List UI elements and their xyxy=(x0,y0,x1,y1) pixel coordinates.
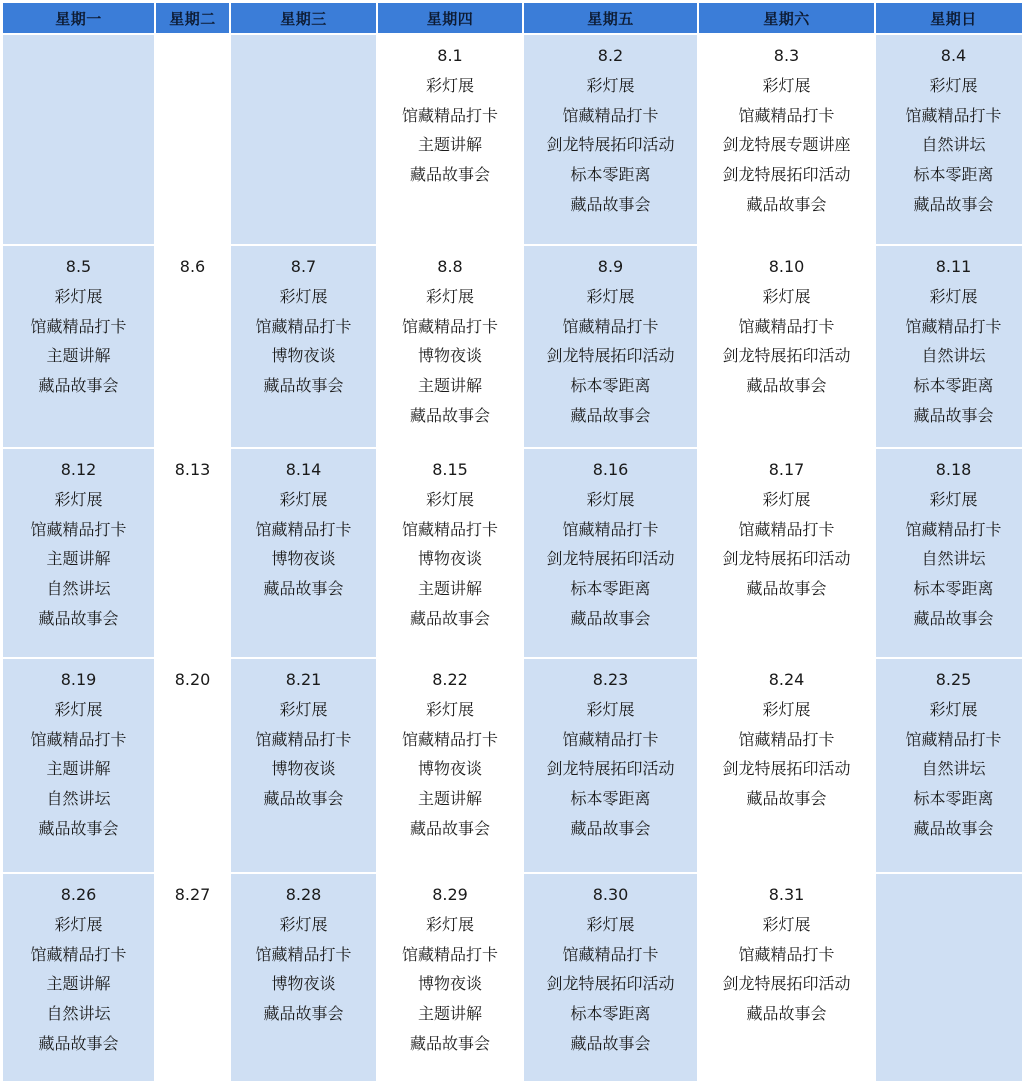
activity-item: 彩灯展 xyxy=(425,489,474,509)
activity-item: 博物夜谈 xyxy=(417,759,482,779)
activity-item: 剑龙特展专题讲座 xyxy=(722,135,851,155)
activity-item: 彩灯展 xyxy=(586,286,635,306)
activity-item: 彩灯展 xyxy=(54,914,103,934)
day-cell xyxy=(876,246,1022,447)
activity-item: 博物夜谈 xyxy=(417,346,482,366)
day-date: 8.11 xyxy=(935,257,972,276)
header-sunday: 星期日 xyxy=(876,3,1022,33)
activity-item: 藏品故事会 xyxy=(570,1033,651,1053)
activity-item: 馆藏精品打卡 xyxy=(401,105,498,125)
day-date: 8.17 xyxy=(768,460,805,479)
day-cell xyxy=(3,35,154,244)
activity-item: 自然讲坛 xyxy=(921,759,986,779)
activity-item: 博物夜谈 xyxy=(271,549,336,569)
activity-item: 藏品故事会 xyxy=(409,818,490,838)
activity-item: 彩灯展 xyxy=(54,489,103,509)
day-cell xyxy=(699,246,874,447)
activity-item: 馆藏精品打卡 xyxy=(401,316,498,336)
day-date: 8.1 xyxy=(437,46,463,65)
day-cell xyxy=(524,874,697,1081)
activity-item: 藏品故事会 xyxy=(38,376,119,396)
activity-item: 自然讲坛 xyxy=(921,549,986,569)
activity-item: 博物夜谈 xyxy=(417,549,482,569)
day-date: 8.4 xyxy=(940,46,967,65)
activity-item: 主题讲解 xyxy=(46,759,111,779)
activity-item: 主题讲解 xyxy=(417,135,482,155)
activity-item: 馆藏精品打卡 xyxy=(738,519,835,539)
day-cell xyxy=(156,35,229,244)
activity-item: 标本零距离 xyxy=(913,376,994,396)
activity-item: 标本零距离 xyxy=(913,165,994,185)
activity-item: 藏品故事会 xyxy=(38,608,119,628)
activity-item: 馆藏精品打卡 xyxy=(30,944,127,964)
activity-item: 彩灯展 xyxy=(762,699,811,719)
day-date: 8.27 xyxy=(174,885,211,904)
activity-item: 剑龙特展拓印活动 xyxy=(546,549,675,569)
activity-item: 藏品故事会 xyxy=(409,608,490,628)
activity-item: 剑龙特展拓印活动 xyxy=(722,549,851,569)
activity-item: 剑龙特展拓印活动 xyxy=(722,346,851,366)
activity-item: 自然讲坛 xyxy=(921,346,986,366)
activity-item: 彩灯展 xyxy=(425,75,474,95)
activity-item: 主题讲解 xyxy=(46,549,111,569)
day-cell xyxy=(699,35,874,244)
activity-item: 馆藏精品打卡 xyxy=(905,519,1002,539)
activity-item: 自然讲坛 xyxy=(46,579,111,599)
activity-item: 馆藏精品打卡 xyxy=(905,729,1002,749)
activity-item: 藏品故事会 xyxy=(263,579,344,599)
activity-item: 标本零距离 xyxy=(570,579,651,599)
activity-item: 馆藏精品打卡 xyxy=(401,729,498,749)
activity-item: 藏品故事会 xyxy=(570,818,651,838)
activity-item: 标本零距离 xyxy=(570,376,651,396)
day-cell xyxy=(876,874,1022,1081)
activity-item: 主题讲解 xyxy=(46,346,111,366)
activity-item: 馆藏精品打卡 xyxy=(738,729,835,749)
day-cell xyxy=(156,449,229,657)
activity-item: 博物夜谈 xyxy=(271,346,336,366)
day-date: 8.7 xyxy=(290,257,317,276)
activity-item: 剑龙特展拓印活动 xyxy=(546,346,675,366)
activity-item: 馆藏精品打卡 xyxy=(562,316,659,336)
activity-item: 藏品故事会 xyxy=(263,376,344,396)
activity-item: 馆藏精品打卡 xyxy=(255,729,352,749)
day-cell xyxy=(156,874,229,1081)
header-monday: 星期一 xyxy=(3,3,154,33)
activity-item: 馆藏精品打卡 xyxy=(738,944,835,964)
activity-item: 标本零距离 xyxy=(913,579,994,599)
activity-item: 藏品故事会 xyxy=(409,405,490,425)
activity-item: 博物夜谈 xyxy=(271,974,336,994)
day-cell xyxy=(3,246,154,447)
day-cell xyxy=(524,659,697,872)
activity-item: 自然讲坛 xyxy=(46,789,111,809)
day-cell xyxy=(876,659,1022,872)
day-cell xyxy=(378,449,522,657)
activity-item: 彩灯展 xyxy=(762,75,811,95)
day-cell xyxy=(156,659,229,872)
activity-item: 藏品故事会 xyxy=(746,789,827,809)
day-cell xyxy=(524,449,697,657)
activity-item: 馆藏精品打卡 xyxy=(738,105,835,125)
day-date: 8.19 xyxy=(60,670,97,689)
day-date: 8.26 xyxy=(60,885,97,904)
activity-item: 主题讲解 xyxy=(417,579,482,599)
day-date: 8.8 xyxy=(437,257,463,276)
activity-item: 藏品故事会 xyxy=(746,1004,827,1024)
day-date: 8.18 xyxy=(935,460,972,479)
header-friday: 星期五 xyxy=(524,3,697,33)
activity-item: 藏品故事会 xyxy=(263,789,344,809)
day-cell xyxy=(3,449,154,657)
activity-item: 馆藏精品打卡 xyxy=(562,729,659,749)
activity-item: 彩灯展 xyxy=(425,699,474,719)
activity-item: 彩灯展 xyxy=(762,489,811,509)
activity-item: 剑龙特展拓印活动 xyxy=(546,135,675,155)
activity-item: 自然讲坛 xyxy=(921,135,986,155)
activity-item: 博物夜谈 xyxy=(271,759,336,779)
day-date: 8.15 xyxy=(432,460,468,479)
activity-item: 藏品故事会 xyxy=(38,818,119,838)
day-cell xyxy=(524,246,697,447)
activity-item: 馆藏精品打卡 xyxy=(30,519,127,539)
activity-item: 彩灯展 xyxy=(586,699,635,719)
day-cell xyxy=(378,35,522,244)
activity-item: 藏品故事会 xyxy=(570,405,651,425)
activity-item: 馆藏精品打卡 xyxy=(562,519,659,539)
day-date: 8.29 xyxy=(432,885,468,904)
activity-item: 标本零距离 xyxy=(913,789,994,809)
day-date: 8.20 xyxy=(174,670,211,689)
activity-item: 彩灯展 xyxy=(929,489,978,509)
activity-item: 彩灯展 xyxy=(586,489,635,509)
activity-item: 剑龙特展拓印活动 xyxy=(722,759,851,779)
day-date: 8.24 xyxy=(768,670,805,689)
activity-item: 彩灯展 xyxy=(279,489,328,509)
activity-item: 馆藏精品打卡 xyxy=(905,316,1002,336)
activity-item: 标本零距离 xyxy=(570,1004,651,1024)
day-date: 8.21 xyxy=(285,670,322,689)
day-date: 8.16 xyxy=(592,460,629,479)
activity-item: 藏品故事会 xyxy=(913,818,994,838)
day-cell xyxy=(378,246,522,447)
day-cell xyxy=(378,874,522,1081)
activity-item: 馆藏精品打卡 xyxy=(562,105,659,125)
day-date: 8.3 xyxy=(773,46,800,65)
activity-item: 剑龙特展拓印活动 xyxy=(546,974,675,994)
header-tuesday: 星期二 xyxy=(156,3,229,33)
activity-item: 馆藏精品打卡 xyxy=(562,944,659,964)
activity-item: 馆藏精品打卡 xyxy=(401,944,498,964)
day-cell xyxy=(699,659,874,872)
day-cell xyxy=(231,659,376,872)
day-cell xyxy=(876,35,1022,244)
day-date: 8.31 xyxy=(768,885,805,904)
activity-item: 藏品故事会 xyxy=(913,405,994,425)
day-date: 8.5 xyxy=(65,257,92,276)
day-cell xyxy=(3,874,154,1081)
day-date: 8.23 xyxy=(592,670,629,689)
activity-item: 馆藏精品打卡 xyxy=(30,316,127,336)
activity-calendar-grid xyxy=(3,3,1019,1076)
day-date: 8.10 xyxy=(768,257,805,276)
day-date: 8.22 xyxy=(432,670,468,689)
activity-item: 彩灯展 xyxy=(762,286,811,306)
activity-item: 藏品故事会 xyxy=(409,1033,490,1053)
activity-item: 剑龙特展拓印活动 xyxy=(722,974,851,994)
day-date: 8.14 xyxy=(285,460,322,479)
day-date: 8.25 xyxy=(935,670,972,689)
day-cell xyxy=(231,246,376,447)
activity-item: 彩灯展 xyxy=(279,699,328,719)
day-cell xyxy=(231,874,376,1081)
activity-item: 藏品故事会 xyxy=(746,579,827,599)
day-cell xyxy=(524,35,697,244)
activity-item: 彩灯展 xyxy=(279,914,328,934)
activity-item: 藏品故事会 xyxy=(746,376,827,396)
day-date: 8.28 xyxy=(285,885,322,904)
activity-item: 藏品故事会 xyxy=(409,165,490,185)
header-saturday: 星期六 xyxy=(699,3,874,33)
activity-item: 藏品故事会 xyxy=(263,1004,344,1024)
day-date: 8.30 xyxy=(592,885,629,904)
day-cell xyxy=(699,874,874,1081)
activity-item: 藏品故事会 xyxy=(570,608,651,628)
activity-item: 博物夜谈 xyxy=(417,974,482,994)
activity-item: 彩灯展 xyxy=(929,75,978,95)
header-thursday: 星期四 xyxy=(378,3,522,33)
header-wednesday: 星期三 xyxy=(231,3,376,33)
day-cell xyxy=(231,35,376,244)
activity-item: 彩灯展 xyxy=(54,286,103,306)
activity-item: 彩灯展 xyxy=(929,286,978,306)
activity-item: 藏品故事会 xyxy=(913,608,994,628)
activity-item: 藏品故事会 xyxy=(913,194,994,214)
activity-item: 主题讲解 xyxy=(417,376,482,396)
activity-item: 彩灯展 xyxy=(54,699,103,719)
day-date: 8.2 xyxy=(597,46,624,65)
activity-item: 藏品故事会 xyxy=(38,1033,119,1053)
day-cell xyxy=(699,449,874,657)
day-cell xyxy=(876,449,1022,657)
activity-item: 藏品故事会 xyxy=(570,194,651,214)
day-date: 8.12 xyxy=(60,460,97,479)
day-cell xyxy=(378,659,522,872)
activity-item: 自然讲坛 xyxy=(46,1004,111,1024)
activity-item: 彩灯展 xyxy=(279,286,328,306)
day-date: 8.13 xyxy=(174,460,211,479)
activity-item: 馆藏精品打卡 xyxy=(905,105,1002,125)
activity-item: 主题讲解 xyxy=(46,974,111,994)
activity-item: 彩灯展 xyxy=(762,914,811,934)
activity-item: 剑龙特展拓印活动 xyxy=(722,165,851,185)
activity-item: 彩灯展 xyxy=(586,914,635,934)
activity-item: 彩灯展 xyxy=(929,699,978,719)
activity-item: 馆藏精品打卡 xyxy=(738,316,835,336)
activity-item: 主题讲解 xyxy=(417,1004,482,1024)
day-date: 8.6 xyxy=(179,257,206,276)
activity-item: 彩灯展 xyxy=(425,914,474,934)
activity-item: 主题讲解 xyxy=(417,789,482,809)
activity-item: 剑龙特展拓印活动 xyxy=(546,759,675,779)
activity-item: 彩灯展 xyxy=(586,75,635,95)
activity-item: 馆藏精品打卡 xyxy=(401,519,498,539)
activity-item: 馆藏精品打卡 xyxy=(255,316,352,336)
activity-item: 藏品故事会 xyxy=(746,194,827,214)
activity-item: 彩灯展 xyxy=(425,286,474,306)
activity-item: 标本零距离 xyxy=(570,165,651,185)
day-date: 8.9 xyxy=(597,257,624,276)
activity-item: 馆藏精品打卡 xyxy=(255,944,352,964)
activity-item: 标本零距离 xyxy=(570,789,651,809)
day-cell xyxy=(231,449,376,657)
day-cell xyxy=(3,659,154,872)
activity-item: 馆藏精品打卡 xyxy=(255,519,352,539)
day-cell xyxy=(156,246,229,447)
activity-item: 馆藏精品打卡 xyxy=(30,729,127,749)
